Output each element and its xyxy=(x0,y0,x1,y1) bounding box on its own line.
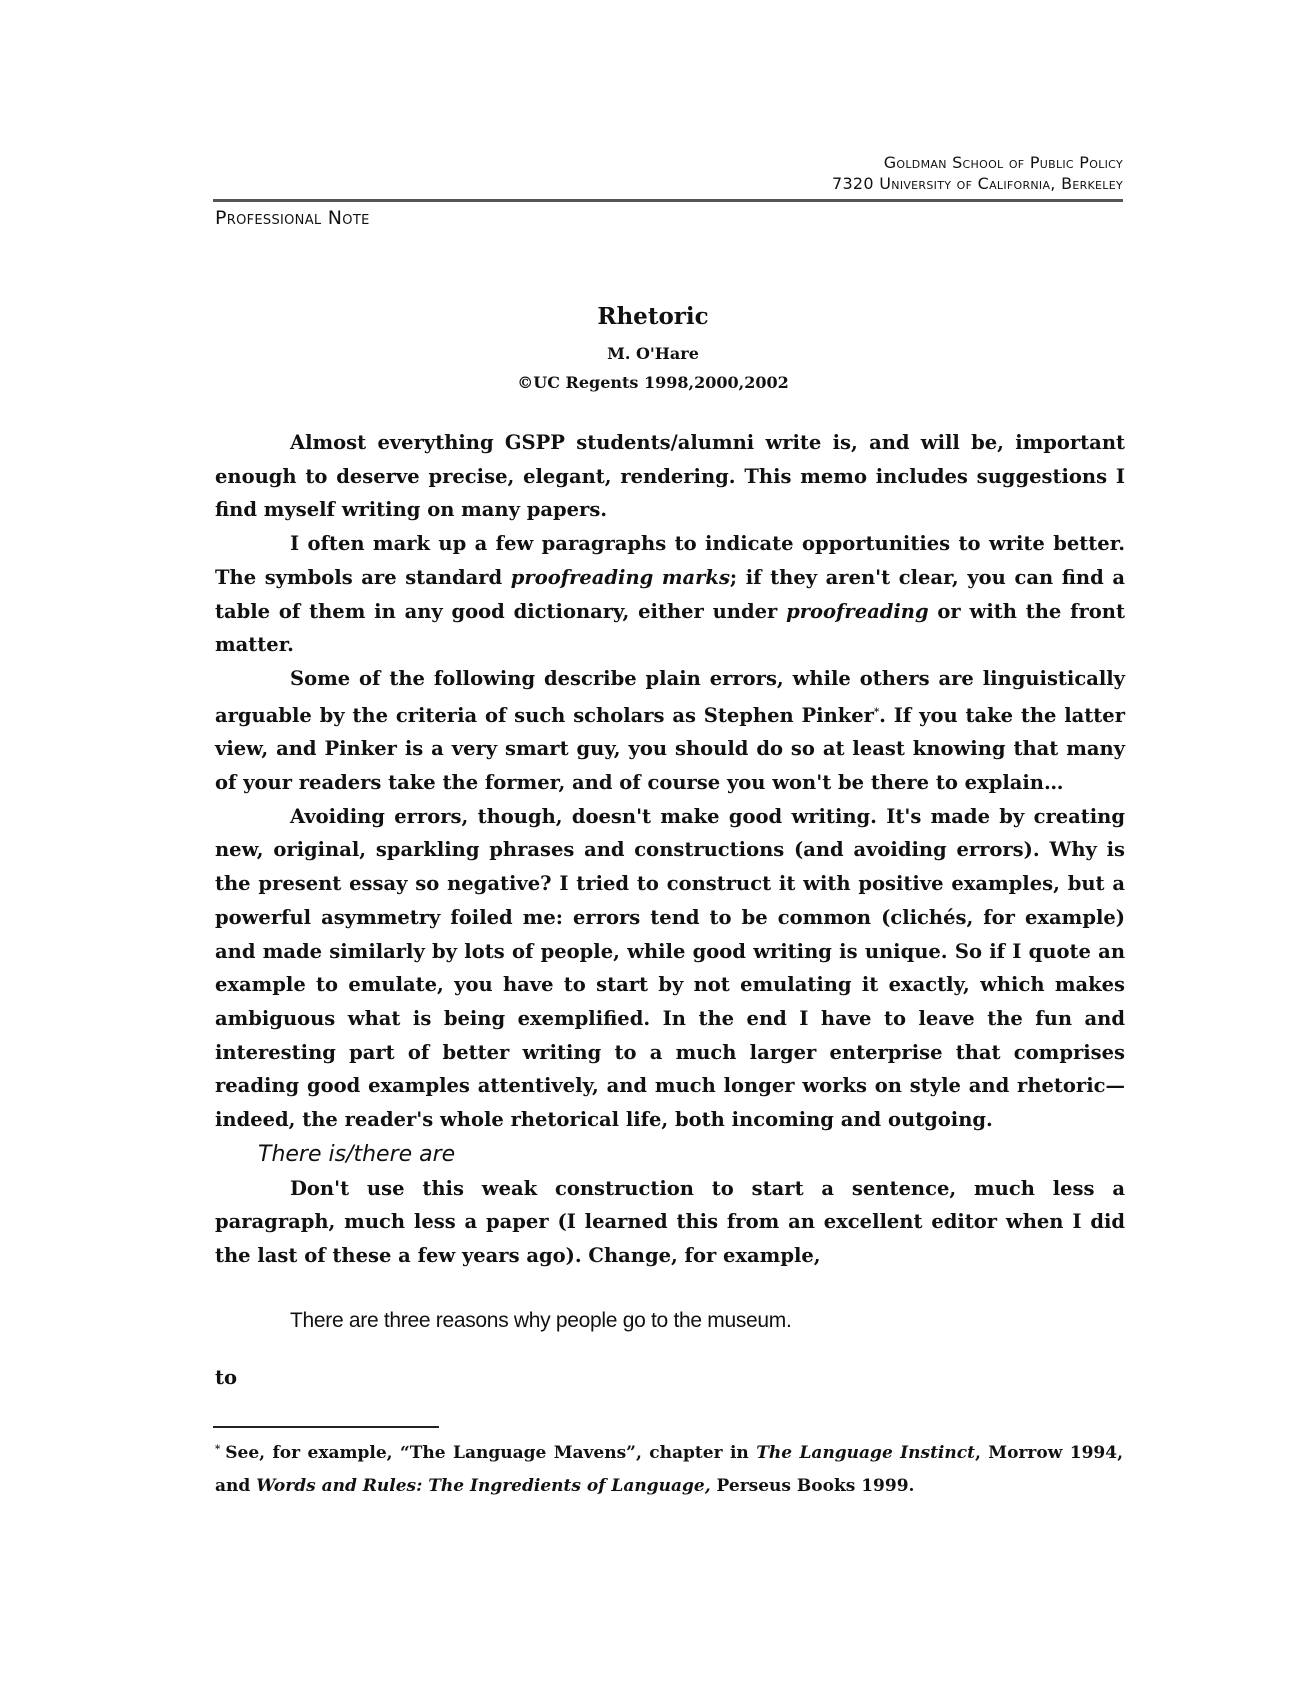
copyright-line: ©UC Regents 1998,2000,2002 xyxy=(517,373,789,392)
footnote-text: Perseus Books 1999. xyxy=(710,1476,915,1496)
paragraph-text: ; if they aren't clear, you can find a table of them in any good dictionary, either under xyxy=(215,565,1125,623)
author-line: M. O'Hare xyxy=(607,344,699,363)
footnote xyxy=(215,1433,1123,1503)
emphasis-text: proofreading xyxy=(786,599,929,623)
document-title: Rhetoric xyxy=(597,303,709,330)
book-title: The Language Instinct xyxy=(756,1443,975,1463)
footnote-text: See, for example, “The Language Mavens”, chapter in xyxy=(225,1443,757,1463)
connector-word: to xyxy=(215,1366,238,1389)
paragraph-text: I often mark up a few paragraphs to indicate opportunities to write better. The symbols are standard xyxy=(215,532,1125,589)
paragraph-avoiding-errors: Avoiding errors, though, doesn't make good writing. It's made by creating new, original, sparkling phrases and constructions (and avoiding errors). Why is the present essay so negative? I tried to construct it with positive examples, but a powerful asymmetry foiled me: errors tend to be common (clichés, for example) and made similarly by lots of people, while good writing is unique. So if I quote an example to emulate, you have to start by not emulating it exactly, which makes ambiguous what is being exemplified. In the end I have to leave the fun and interesting part of better writing to a much larger enterprise that comprises reading good examples attentively, and much longer works on style and rhetoric—indeed, the reader's whole rhetorical life, both incoming and outgoing. xyxy=(215,804,1125,1132)
footnote-text: , Morrow 1994, and xyxy=(215,1443,1123,1496)
paragraph-pinker xyxy=(215,662,1125,800)
paragraph-there-is: Don't use this weak construction to start a sentence, much less a paragraph, much less a paper (I learned this from an excellent editor when I did the last of these a few years ago). Change, for example, xyxy=(215,1176,1125,1268)
example-sentence: There are three reasons why people go to the museum. xyxy=(290,1309,792,1332)
footnote-rule xyxy=(213,1426,439,1428)
section-subheading: There is/there are xyxy=(258,1141,456,1167)
paragraph-proofreading xyxy=(215,527,1125,662)
header-rule xyxy=(213,199,1123,202)
book-title: Words and Rules: The Ingredients of Language, xyxy=(256,1476,711,1496)
paragraph-text: or with the front matter. xyxy=(215,599,1125,657)
school-address: 7320 University of California, Berkeley xyxy=(831,174,1123,193)
footnote-marker: * xyxy=(215,1444,221,1455)
body-text xyxy=(215,426,1125,1273)
paragraph-intro: Almost everything GSPP students/alumni write is, and will be, important enough to deserve precise, elegant, rendering. This memo includes suggestions I find myself writing on many papers. xyxy=(215,431,1125,522)
footnote-reference[interactable]: * xyxy=(873,706,880,718)
paragraph-text: Some of the following describe plain errors, while others are linguistically arguable by the criteria of such scholars as Stephen Pinker xyxy=(215,666,1125,727)
paragraph-text: . If you take the latter view, and Pinker is a very smart guy, you should do so at least knowing that many of your readers take the former, and of course you won't be there to explain… xyxy=(215,703,1125,795)
institution-header xyxy=(215,152,1123,194)
school-name: Goldman School of Public Policy xyxy=(883,153,1123,172)
note-type-label: Professional Note xyxy=(215,207,370,229)
emphasis-text: proofreading marks xyxy=(510,565,730,589)
